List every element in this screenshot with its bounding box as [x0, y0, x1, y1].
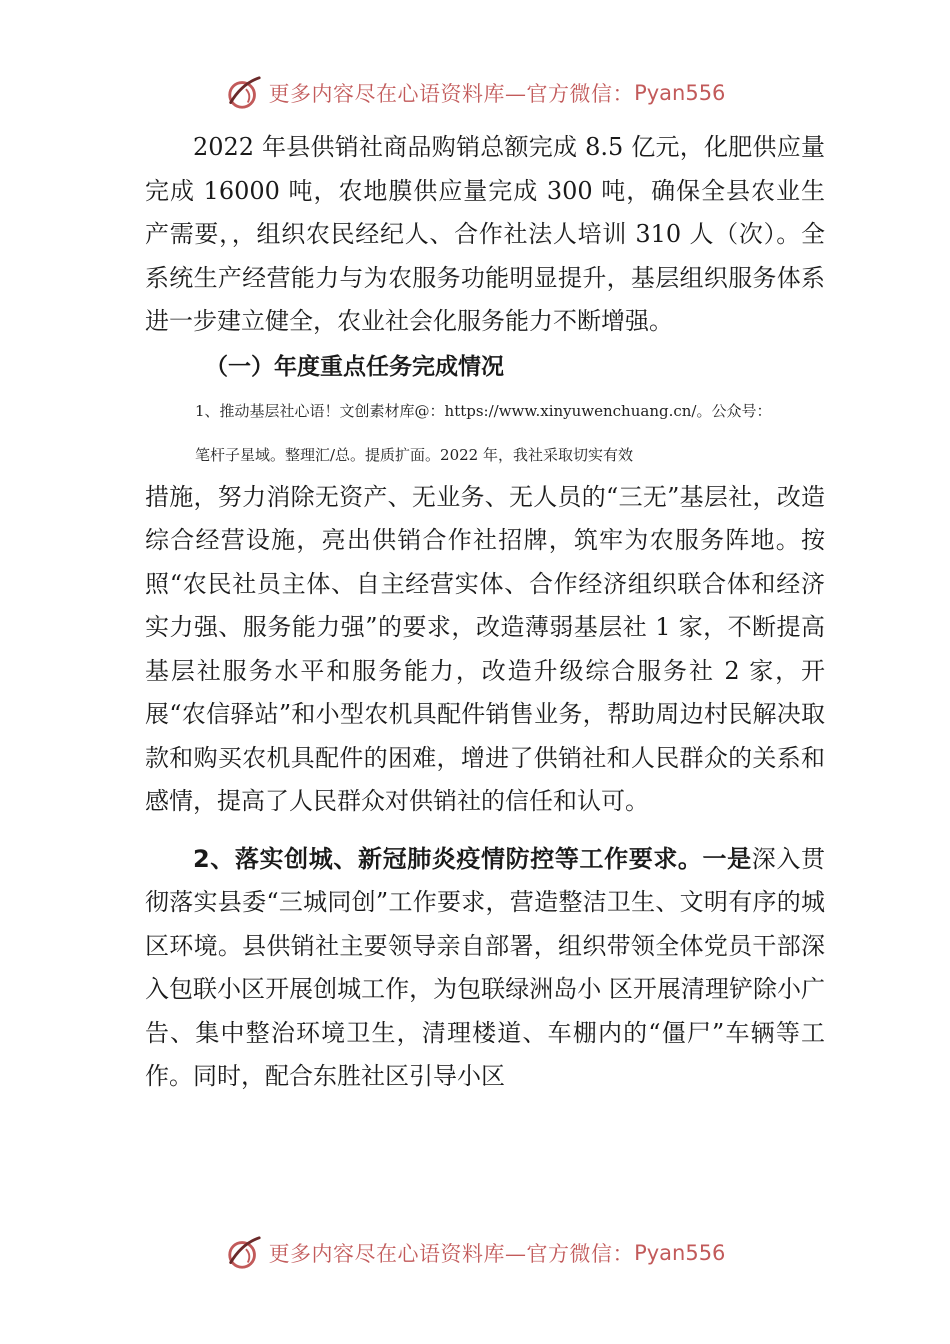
document-body — [145, 126, 825, 1099]
section-heading: （一）年度重点任务完成情况 — [205, 353, 504, 380]
footer-watermark-banner — [0, 1228, 950, 1278]
paragraph-city-creation — [145, 838, 825, 1099]
banner-text: 更多内容尽在心语资料库—官方微信： — [268, 82, 635, 106]
paragraph-lead-bold: 2、落实创城、新冠肺炎疫情防控等工作要求。一是 — [193, 844, 752, 873]
banner-wechat-id: Pyan556 — [634, 81, 726, 105]
paragraph-grassroots-reform: 措施，努力消除无资产、无业务、无人员的“三无”基层社，改造综合经营设施，亮出供销合作社招牌，筑牢为农服务阵地。按照“农民社员主体、自主经营实体、合作经济组织联合体和经济实力强、服务能力强”的要求，改造薄弱基层社 1 家，不断提高基层社服务水平和服务能力，改造升级综合服务社 2 家，开展“农信驿站”和小型农机具配件销售业务，帮助周边村民解决取款和购买农机具配件的困难，增进了供销社和人民群众的关系和感情，提高了人民群众对供销社的信任和认可。 — [145, 482, 825, 815]
brush-logo-icon — [225, 74, 263, 112]
paragraph-body-text: 深入贯彻落实县委“三城同创”工作要求，营造整洁卫生、文明有序的城区环境。县供销社主要领导亲自部署，组织带领全体党员干部深入包联小区开展创城工作，为包联绿洲岛小 区开展清理铲除小广告、集中整治环境卫生，清理楼道、车棚内的“僵尸”车辆等工作。同时，配合东胜社区引导小区 — [145, 844, 826, 1090]
paragraph-sales-summary: 2022 年县供销社商品购销总额完成 8.5 亿元，化肥供应量完成 16000 吨，农地膜供应量完成 300 吨，确保全县农业生产需要，，组织农民经纪人、合作社法人培训 310 人（次）。全系统生产经营能力与为农服务功能明显提升，基层组织服务体系进一步建立健全，农业社会化服务能力不断增强。 — [145, 133, 825, 335]
banner-wechat-id: Pyan556 — [634, 1241, 726, 1265]
small-text-line-1: 1、推动基层社心语！文创素材库@：https://www.xinyuwenchuang.cn/。公众号： — [195, 401, 772, 420]
header-watermark-banner — [0, 68, 950, 118]
brush-logo-icon — [225, 1234, 263, 1272]
small-text-line-2: 笔杆子星域。整理汇/总。提质扩面。2022 年，我社采取切实有效 — [195, 445, 633, 464]
banner-text: 更多内容尽在心语资料库—官方微信： — [268, 1242, 635, 1266]
